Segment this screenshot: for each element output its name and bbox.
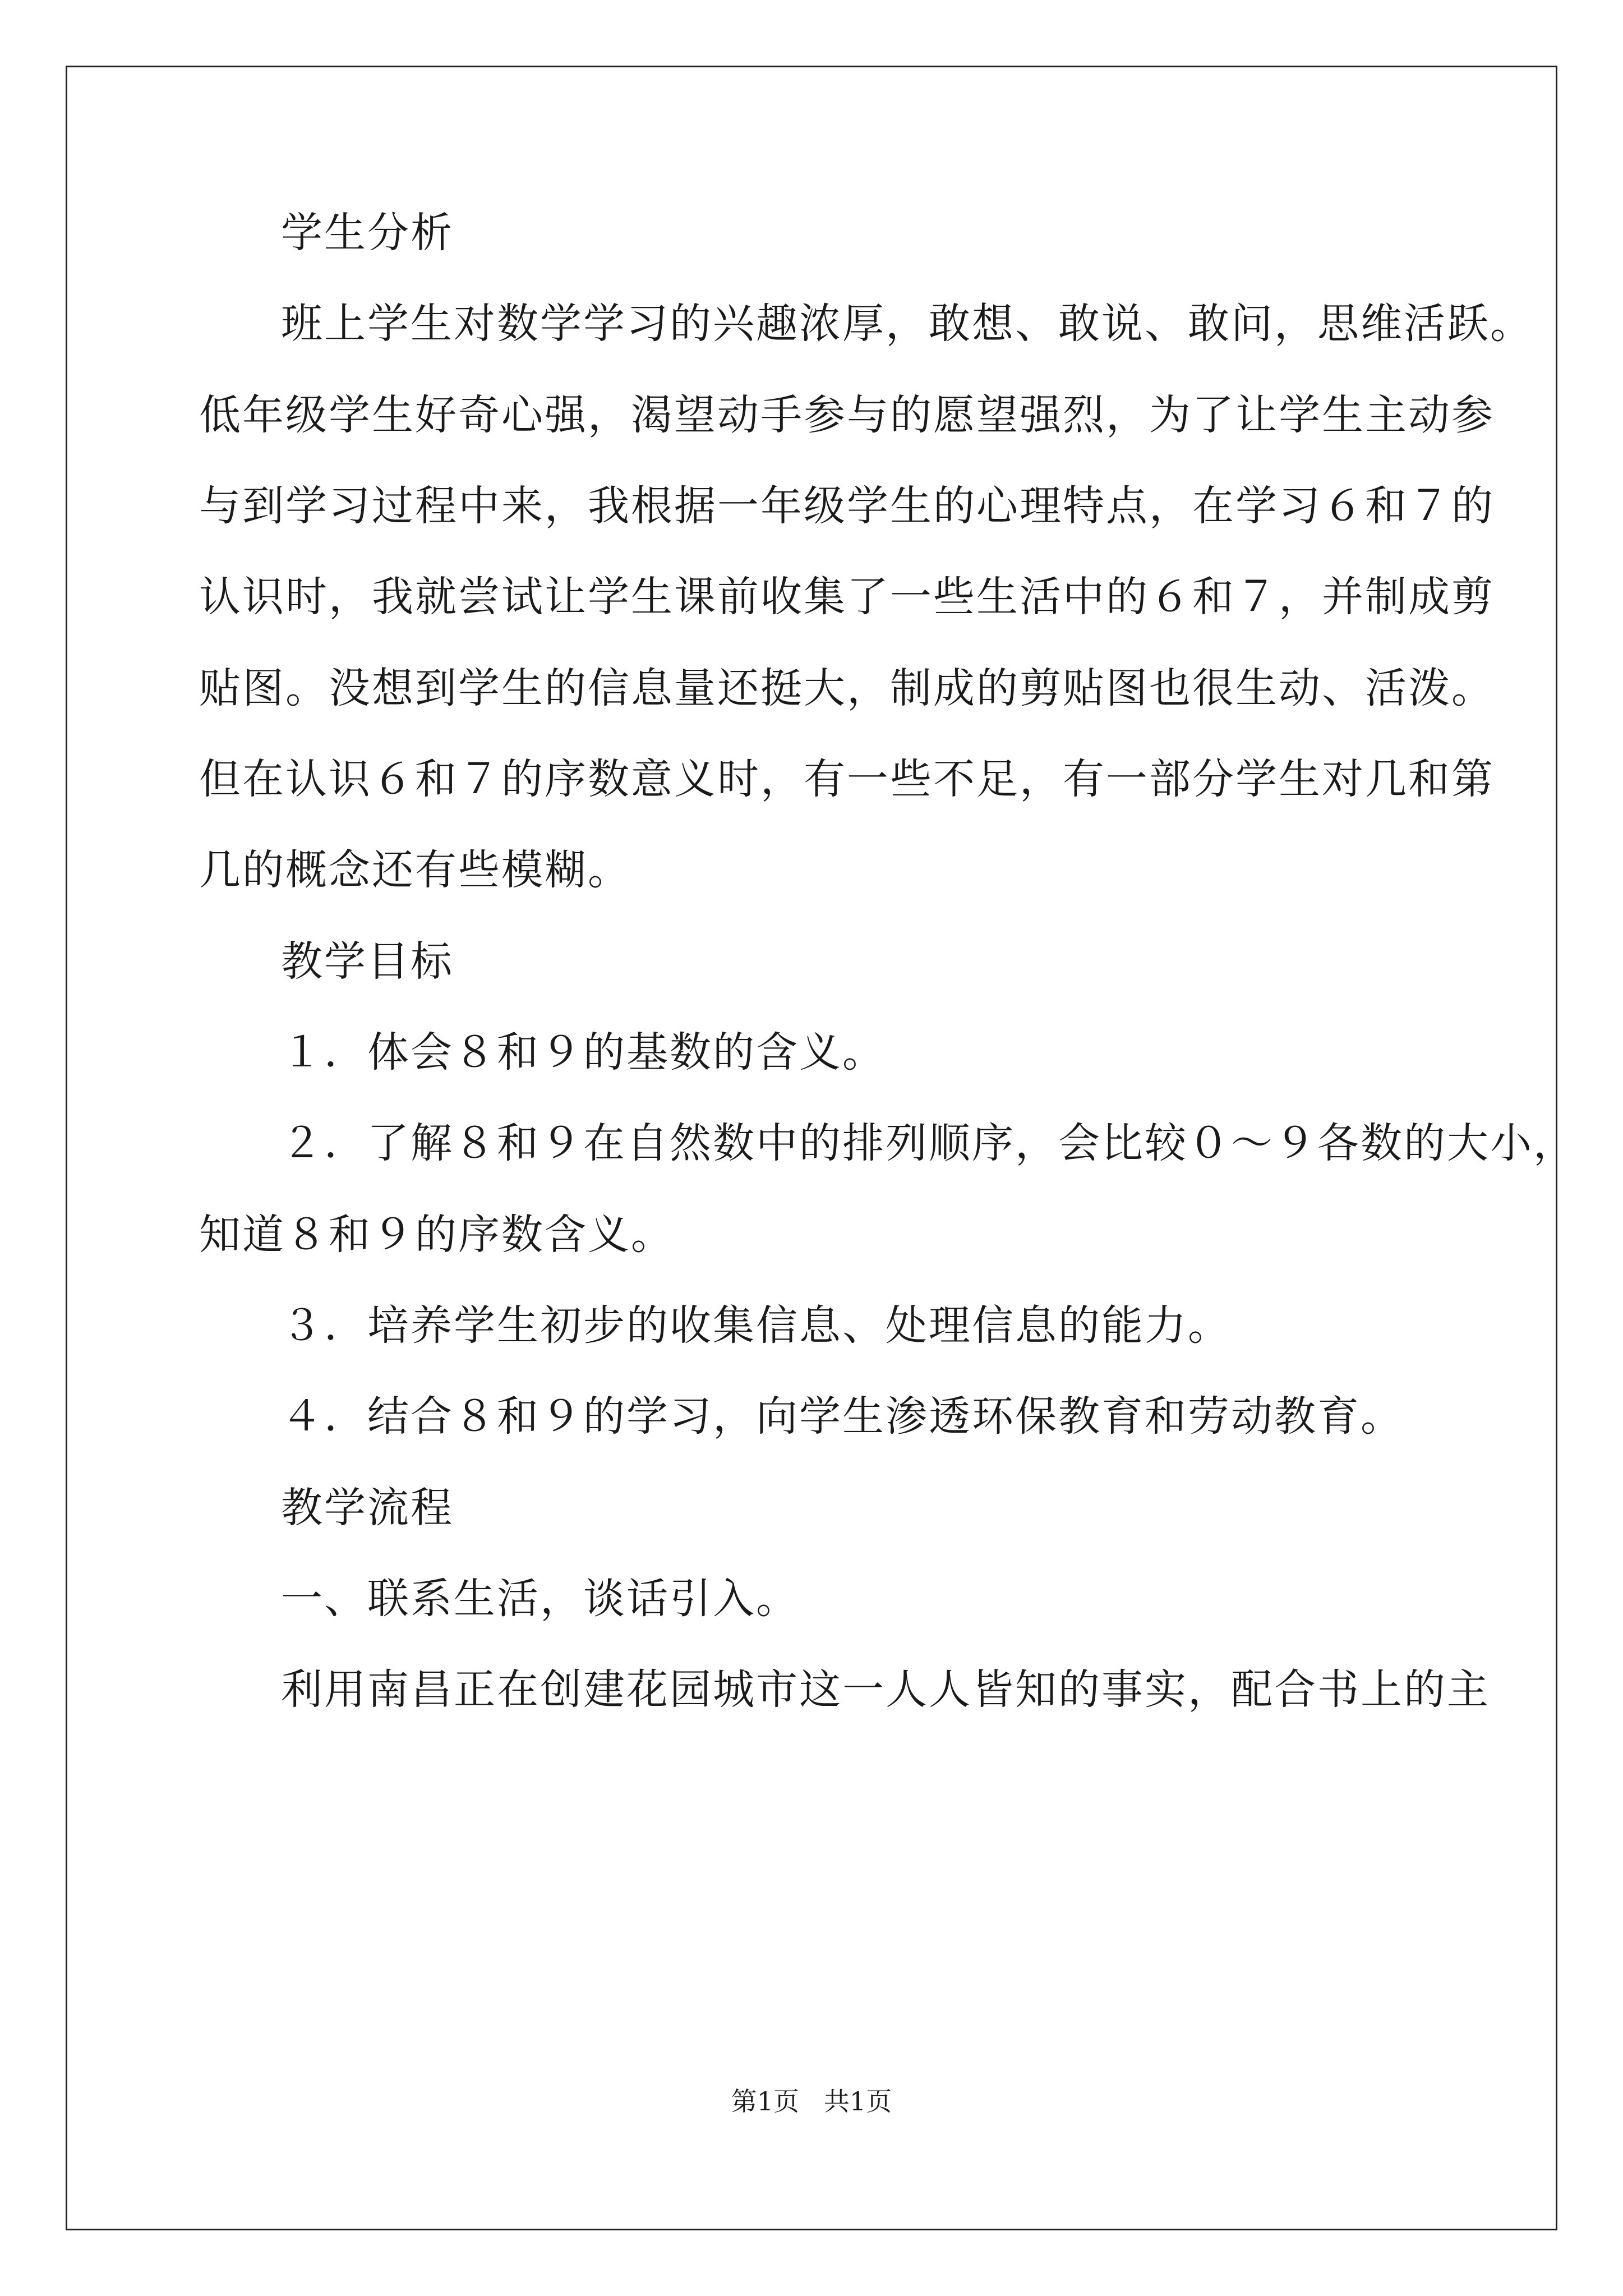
page-footer: 第1页 共1页 (731, 2086, 892, 2116)
paragraph-line: 与到学习过程中来，我根据一年级学生的心理特点，在学习６和７的 (199, 482, 1495, 530)
goal-item-2-continued: 知道８和９的序数含义。 (199, 1211, 674, 1259)
goal-item-1: １．体会８和９的基数的含义。 (281, 1028, 886, 1076)
heading-teaching-process: 教学流程 (281, 1484, 454, 1532)
paragraph-line: 认识时，我就尝试让学生课前收集了一些生活中的６和７，并制成剪 (199, 573, 1495, 621)
paragraph-line: 但在认识６和７的序数意义时，有一些不足，有一部分学生对几和第 (199, 755, 1495, 803)
process-step-1: 一、联系生活，谈话引入。 (281, 1575, 799, 1623)
paragraph-line: 班上学生对数学学习的兴趣浓厚，敢想、敢说、敢问，思维活跃。 (281, 300, 1533, 348)
heading-teaching-goals: 教学目标 (281, 937, 454, 986)
paragraph-line: 利用南昌正在创建花园城市这一人人皆知的事实，配合书上的主 (281, 1665, 1490, 1714)
heading-student-analysis: 学生分析 (281, 209, 454, 257)
goal-item-2: ２．了解８和９在自然数中的排列顺序，会比较０～９各数的大小， (281, 1119, 1576, 1167)
goal-item-4: ４．结合８和９的学习，向学生渗透环保教育和劳动教育。 (281, 1392, 1404, 1441)
goal-item-3: ３．培养学生初步的收集信息、处理信息的能力。 (281, 1301, 1231, 1350)
paragraph-line: 几的概念还有些模糊。 (199, 846, 631, 894)
paragraph-line: 贴图。没想到学生的信息量还挺大，制成的剪贴图也很生动、活泼。 (199, 664, 1495, 712)
paragraph-line: 低年级学生好奇心强，渴望动手参与的愿望强烈，为了让学生主动参 (199, 391, 1495, 439)
